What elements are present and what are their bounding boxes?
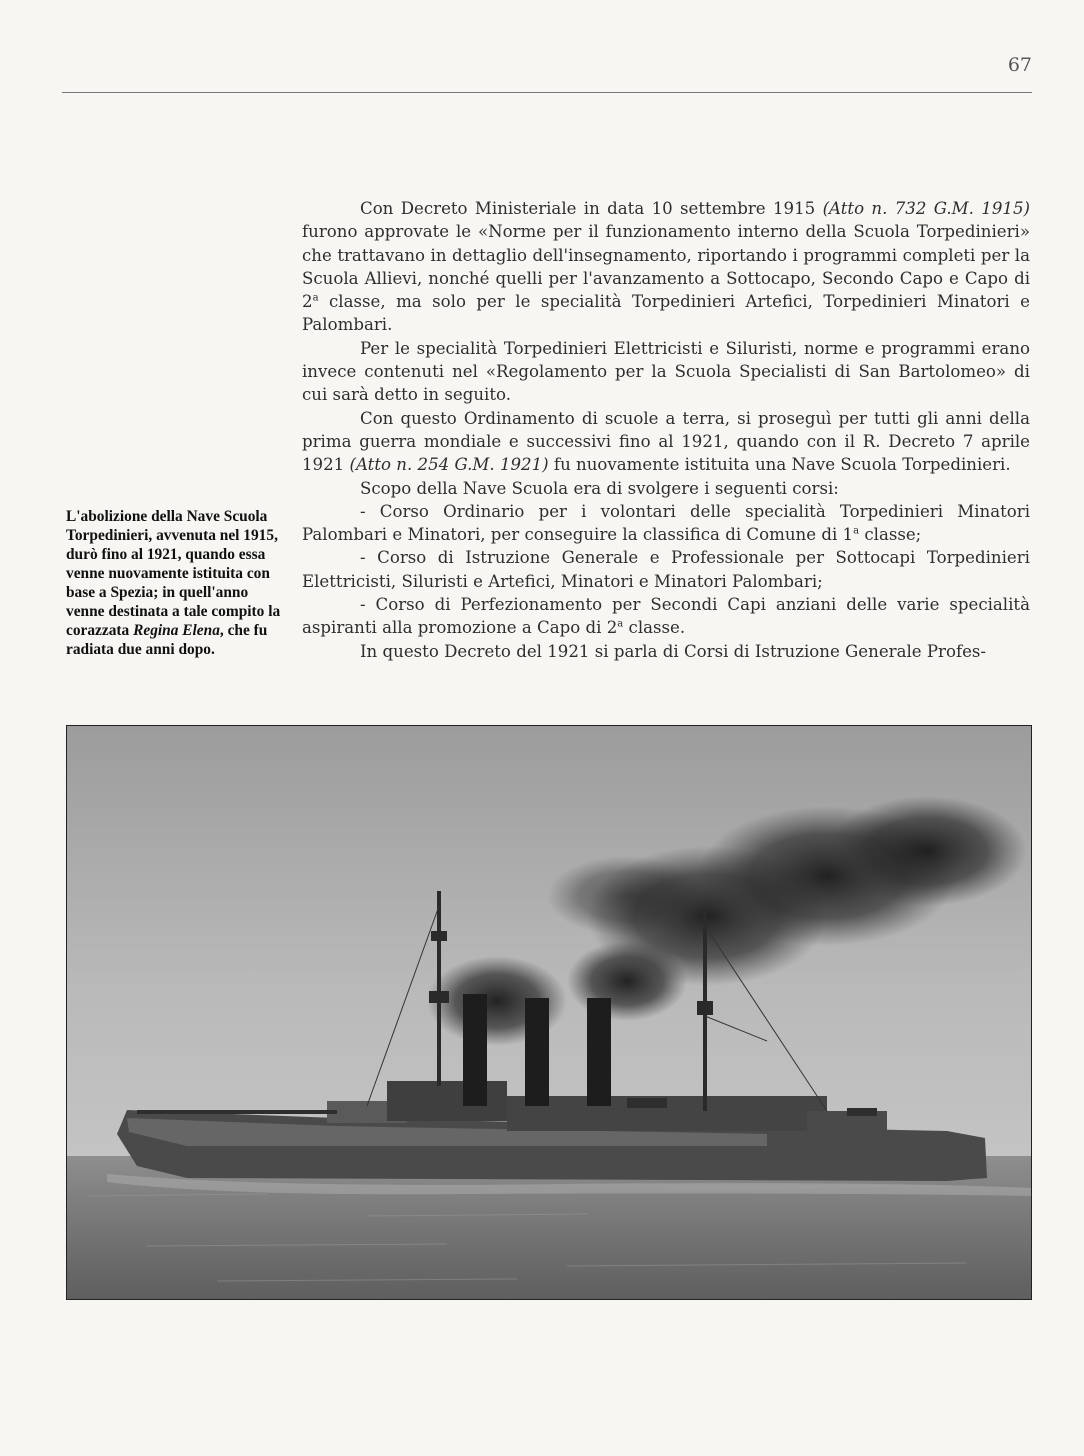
p1-text-b: furono approvate le «Norme per il funzionamento interno della Scuola Torpedinieri» che trattavano in dettaglio dell'insegnamento, riportando i programmi completi per la Scuola Allievi, nonché quelli per l'avanzamento a Sottocapo, Secondo Capo e Capo di 2: [302, 222, 1030, 312]
page-number: 67: [1007, 54, 1032, 76]
p1-reference: (Atto n. 732 G.M. 1915): [822, 199, 1030, 218]
item3-text-b: classe.: [623, 618, 686, 638]
funnel-3: [587, 998, 611, 1106]
battleship-photo: [66, 725, 1032, 1300]
caption-text-after: , che fu radiata due anni dopo.: [66, 622, 268, 658]
paragraph-2: Per le specialità Torpedinieri Elettricisti e Siluristi, norme e programmi erano invece contenuti nel «Regolamento per la Scuola Specialisti di San Bartolomeo» di cui sarà detto in seguito.: [302, 338, 1030, 405]
caption-ship-name: Regina Elena: [133, 622, 220, 639]
paragraph-5: In questo Decreto del 1921 si parla di Corsi di Istruzione Generale Profes-: [360, 641, 987, 661]
item1-text-a: - Corso Ordinario per i volontari delle specialità Torpedinieri Minatori Palombari e Minatori, per conseguire la classifica di Comune di 1: [302, 501, 1030, 545]
header-rule: [62, 92, 1032, 93]
p3-reference: (Atto n. 254 G.M. 1921): [349, 455, 549, 475]
paragraph-1: [302, 197, 1030, 337]
p1-text-a: Con Decreto Ministeriale in data 10 settembre 1915: [360, 199, 823, 218]
item3-text-a: - Corso di Perfezionamento per Secondi Capi anziani delle varie specialità aspiranti alla promozione a Capo di 2: [302, 595, 1030, 638]
list-item-3: [302, 593, 1030, 640]
p3-text-b: fu nuovamente istituita una Nave Scuola Torpedinieri.: [548, 455, 1011, 475]
list-item-2: - Corso di Istruzione Generale e Professionale per Sottocapi Torpedinieri Elettricisti, Siluristi e Artefici, Minatori e Minatori Palombari;: [302, 548, 1030, 591]
funnel-1: [463, 994, 487, 1106]
p1-text-c: classe, ma solo per le specialità Torpedinieri Artefici, Torpedinieri Minatori e Palombari.: [302, 292, 1030, 335]
item1-text-b: classe;: [859, 525, 922, 545]
item3-superscript: a: [617, 618, 624, 630]
funnel-2: [525, 998, 549, 1106]
paragraph-4: Scopo della Nave Scuola era di svolgere i seguenti corsi:: [360, 478, 839, 498]
list-item-1: [302, 500, 1030, 547]
paragraph-3: [302, 407, 1030, 477]
p1-superscript: a: [312, 292, 319, 304]
photo-caption: [66, 507, 288, 659]
p3-text-a: Con questo Ordinamento di scuole a terra, si proseguì per tutti gli anni della prima guerra mondiale e successivi fino al 1921, quando con il R. Decreto 7 aprile 1921: [302, 408, 1030, 475]
sky: [67, 726, 1032, 1161]
item1-superscript: a: [853, 525, 860, 537]
body-text: [302, 197, 1030, 663]
battleship-illustration: [67, 726, 1032, 1300]
caption-text-before: L'abolizione della Nave Scuola Torpedinieri, avvenuta nel 1915, durò fino al 1921, quando essa venne nuovamente istituita con base a Spezia; in quell'anno venne destinata a tale compito la corazzata: [66, 508, 281, 639]
